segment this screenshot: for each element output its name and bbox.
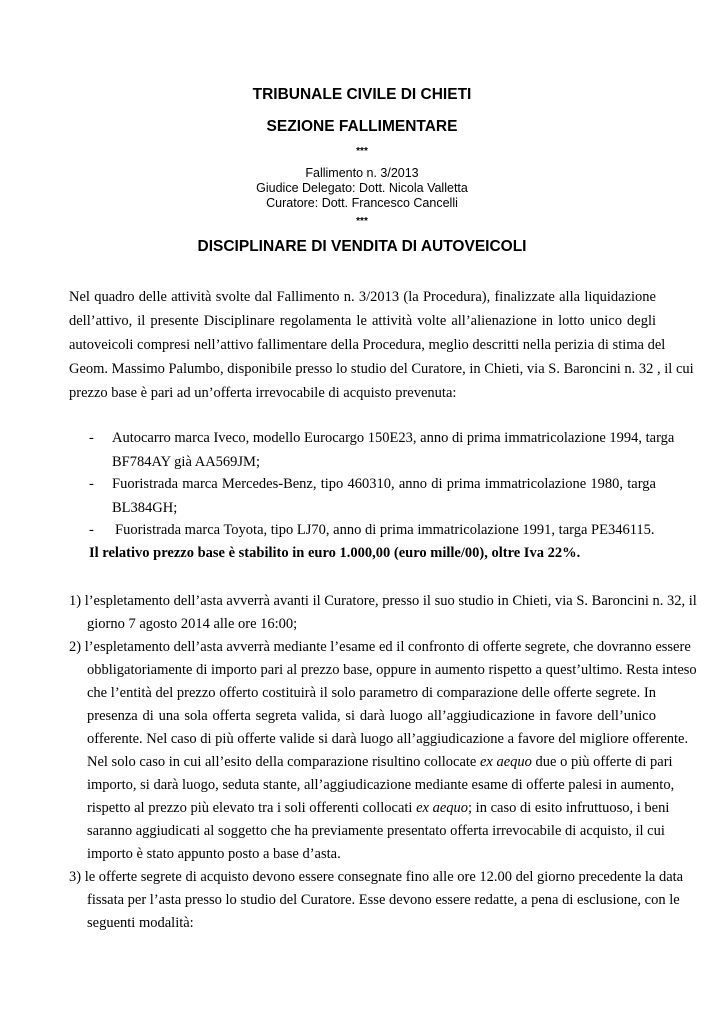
clause-3-line-2: fissata per l’asta presso lo studio del Curatore. Esse devono essere redatte, a pena di esclusione, con le [87, 892, 680, 908]
clause-3-line-1: 3) le offerte segrete di acquisto devono essere consegnate fino alle ore 12.00 del giorno precedente la data [69, 869, 684, 885]
intro-line-4: Geom. Massimo Palumbo, disponibile presso lo studio del Curatore, in Chieti, via S. Baroncini n. 32 , il cui [69, 361, 694, 377]
ex-aequo-italic: ex aequo [416, 800, 469, 816]
clause-2-line-10: importo è stato appunto posto a base d’asta. [87, 846, 341, 862]
vehicle-1-line-2: BF784AY già AA569JM; [112, 454, 260, 470]
clause-2-line-8-a: rispetto al prezzo più elevato tra i soli offerenti collocati [87, 800, 417, 816]
separator-stars: *** [356, 146, 368, 157]
court-title: TRIBUNALE CIVILE DI CHIETI [252, 86, 472, 103]
clause-2-line-5: offerente. Nel caso di più offerte valide si darà luogo all’aggiudicazione a favore del migliore offerente. [87, 731, 689, 747]
vehicle-1-line-1: Autocarro marca Iveco, modello Eurocargo 150E23, anno di prima immatricolazione 1994, targa [112, 430, 675, 446]
list-dash: - [89, 522, 94, 538]
case-number: Fallimento n. 3/2013 [305, 166, 419, 180]
vehicle-2-line-2: BL384GH; [112, 500, 178, 516]
document-title: DISCIPLINARE DI VENDITA DI AUTOVEICOLI [197, 238, 527, 255]
clause-2-line-2: obbligatoriamente di importo pari al prezzo base, oppure in aumento rispetto a quest’ultimo. Resta inteso [87, 662, 697, 678]
clause-1-line-1: 1) l’espletamento dell’asta avverrà avanti il Curatore, presso il suo studio in Chieti, via S. Baroncini n. 32, il [69, 593, 697, 609]
clause-2-line-6 [87, 754, 673, 771]
clause-2-line-9: saranno aggiudicati al soggetto che ha previamente presentato offerta irrevocabile di acquisto, il cui [87, 823, 665, 839]
vehicle-3-line: Fuoristrada marca Toyota, tipo LJ70, anno di prima immatricolazione 1991, targa PE346115. [115, 522, 655, 538]
clause-2-line-6-b: due o più offerte di pari [531, 754, 673, 770]
clause-2-line-8 [87, 800, 670, 817]
delegate-judge: Giudice Delegato: Dott. Nicola Valletta [256, 181, 468, 195]
intro-line-1: Nel quadro delle attività svolte dal Fallimento n. 3/2013 (la Procedura), finalizzate alla liquidazione [69, 289, 656, 305]
vehicle-2-line-1: Fuoristrada marca Mercedes-Benz, tipo 460310, anno di prima immatricolazione 1980, targa [112, 476, 656, 492]
section-title: SEZIONE FALLIMENTARE [266, 118, 458, 135]
clause-2-line-4: presenza di una sola offerta segreta valida, si darà luogo all’aggiudicazione in favore dell’unico [87, 708, 656, 724]
clause-3-line-3: seguenti modalità: [87, 915, 194, 931]
list-dash: - [89, 476, 94, 492]
intro-line-5: prezzo base è pari ad un’offerta irrevocabile di acquisto prevenuta: [69, 385, 457, 401]
ex-aequo-italic: ex aequo [479, 754, 532, 770]
clause-1-line-2: giorno 7 agosto 2014 alle ore 16:00; [87, 616, 298, 632]
clause-2-line-3: che l’entità del prezzo offerto costituirà il solo parametro di comparazione delle offerte segrete. In [87, 685, 656, 701]
curator: Curatore: Dott. Francesco Cancelli [266, 196, 458, 210]
clause-2-line-6-a: Nel solo caso in cui all’esito della comparazione risultino collocate [87, 754, 480, 770]
clause-2-line-8-b: ; in caso di esito infruttuoso, i beni [468, 800, 670, 816]
list-dash: - [89, 430, 94, 446]
clause-2-line-7: importo, si darà luogo, seduta stante, all’aggiudicazione mediante esame di offerte palesi in aumento, [87, 777, 675, 793]
intro-line-3: autoveicoli compresi nell’attivo fallimentare della Procedura, meglio descritti nella perizia di stima del [69, 337, 666, 353]
base-price-note: Il relativo prezzo base è stabilito in euro 1.000,00 (euro mille/00), oltre Iva 22%. [89, 545, 581, 561]
separator-stars-2: *** [356, 216, 368, 227]
clause-2-line-1: 2) l’espletamento dell’asta avverrà mediante l’esame ed il confronto di offerte segrete, che dovranno essere [69, 639, 691, 655]
intro-line-2: dell’attivo, il presente Disciplinare regolamenta le attività volte all’alienazione in lotto unico degli [69, 313, 656, 329]
